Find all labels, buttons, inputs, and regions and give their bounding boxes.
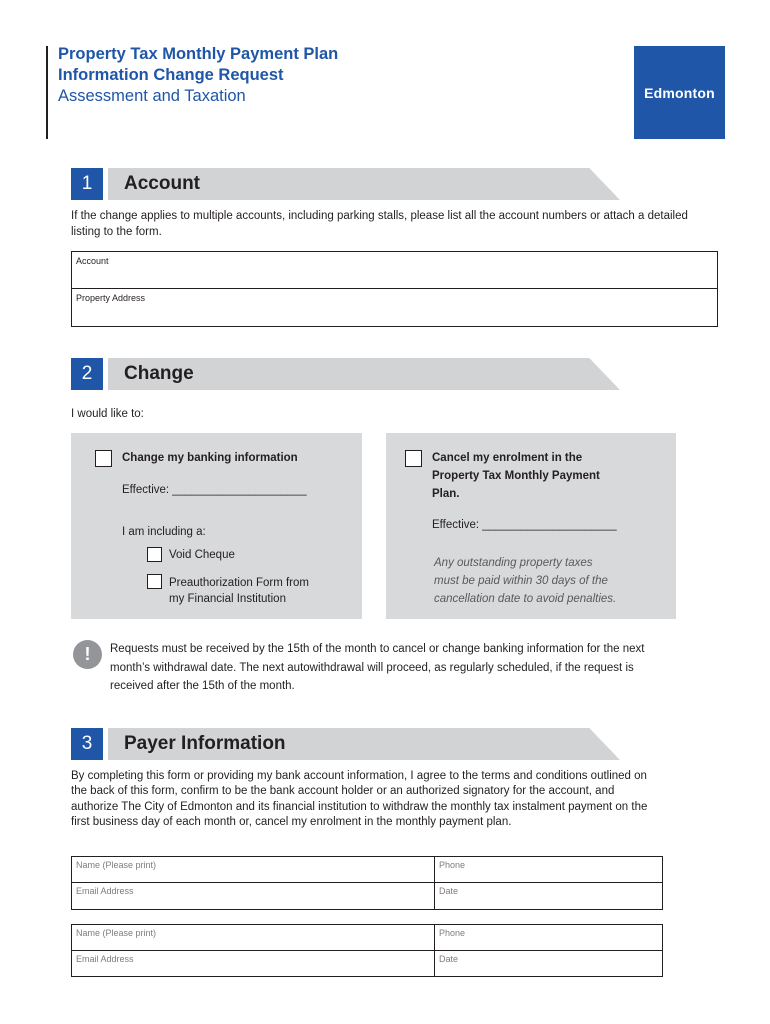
section-3-title: Payer Information xyxy=(124,733,286,754)
cancel-label-2: Property Tax Monthly Payment xyxy=(432,470,600,482)
section-2-intro: I would like to: xyxy=(71,408,144,420)
preauth-form-checkbox[interactable] xyxy=(147,574,162,589)
edmonton-logo xyxy=(634,46,725,139)
section-1-number: 1 xyxy=(71,168,103,200)
section-3-number: 3 xyxy=(71,728,103,760)
cancel-note-3: cancellation date to avoid penalties. xyxy=(434,593,617,605)
title-line-1: Property Tax Monthly Payment Plan xyxy=(58,45,339,63)
cancel-note-2: must be paid within 30 days of the xyxy=(434,575,608,587)
header-rule xyxy=(46,46,48,139)
payer-2-name-label: Name (Please print) xyxy=(76,928,157,938)
section-1-title: Account xyxy=(124,173,200,194)
exclamation-icon: ! xyxy=(73,640,102,669)
payer-1-name-label: Name (Please print) xyxy=(76,860,157,870)
preauth-label-1: Preauthorization Form from xyxy=(169,577,309,589)
form-title xyxy=(58,44,338,107)
preauth-label-2: my Financial Institution xyxy=(169,593,286,605)
cancel-label-1: Cancel my enrolment in the xyxy=(432,452,583,464)
change-banking-label: Change my banking information xyxy=(122,452,298,464)
void-cheque-checkbox[interactable] xyxy=(147,547,162,562)
cancel-enrolment-checkbox[interactable] xyxy=(405,450,422,467)
account-field[interactable] xyxy=(71,251,718,289)
payer-2-date-field[interactable] xyxy=(434,950,663,977)
notice-text: Requests must be received by the 15th of the month to cancel or change banking information for the next month’s withdrawal date. The next autowithdrawal will proceed, as regularly scheduled, if the request is received after the 15th of the month. xyxy=(110,643,645,692)
section-1-intro: If the change applies to multiple accounts, including parking stalls, please list all the account numbers or attach a detailed listing to the form. xyxy=(71,210,688,238)
account-label: Account xyxy=(76,256,109,266)
payer-1-phone-field[interactable] xyxy=(434,856,663,883)
payer-2-phone-label: Phone xyxy=(439,928,466,938)
payer-2-date-label: Date xyxy=(439,954,459,964)
payer-1-date-field[interactable] xyxy=(434,882,663,910)
payer-2-email-label: Email Address xyxy=(76,954,134,964)
payer-2-phone-field[interactable] xyxy=(434,924,663,951)
payer-1-date-label: Date xyxy=(439,886,459,896)
payer-1-email-label: Email Address xyxy=(76,886,134,896)
change-banking-effective[interactable]: Effective: _____________________ xyxy=(122,484,307,496)
section-3-intro: By completing this form or providing my bank account information, I agree to the terms and conditions outlined on the back of this form, confirm to be the bank account holder or an authorized signatory for the account, and authorize The City of Edmonton and its financial institution to withdraw the monthly tax instalment payment on the first business day of each month or, cancel my enrolment in the monthly payment plan. xyxy=(71,770,648,828)
section-2-number: 2 xyxy=(71,358,103,390)
payer-1-phone-label: Phone xyxy=(439,860,466,870)
subtitle: Assessment and Taxation xyxy=(58,87,246,105)
change-banking-checkbox[interactable] xyxy=(95,450,112,467)
logo-text: Edmonton xyxy=(644,84,715,101)
section-2-title: Change xyxy=(124,363,194,384)
property-address-label: Property Address xyxy=(76,293,146,303)
title-line-2: Information Change Request xyxy=(58,66,284,84)
cancel-note-1: Any outstanding property taxes xyxy=(434,557,593,569)
cancel-label-3: Plan. xyxy=(432,488,460,500)
including-label: I am including a: xyxy=(122,526,206,538)
property-address-field[interactable] xyxy=(71,288,718,327)
void-cheque-label: Void Cheque xyxy=(169,549,235,561)
cancel-effective[interactable]: Effective: _____________________ xyxy=(432,519,617,531)
